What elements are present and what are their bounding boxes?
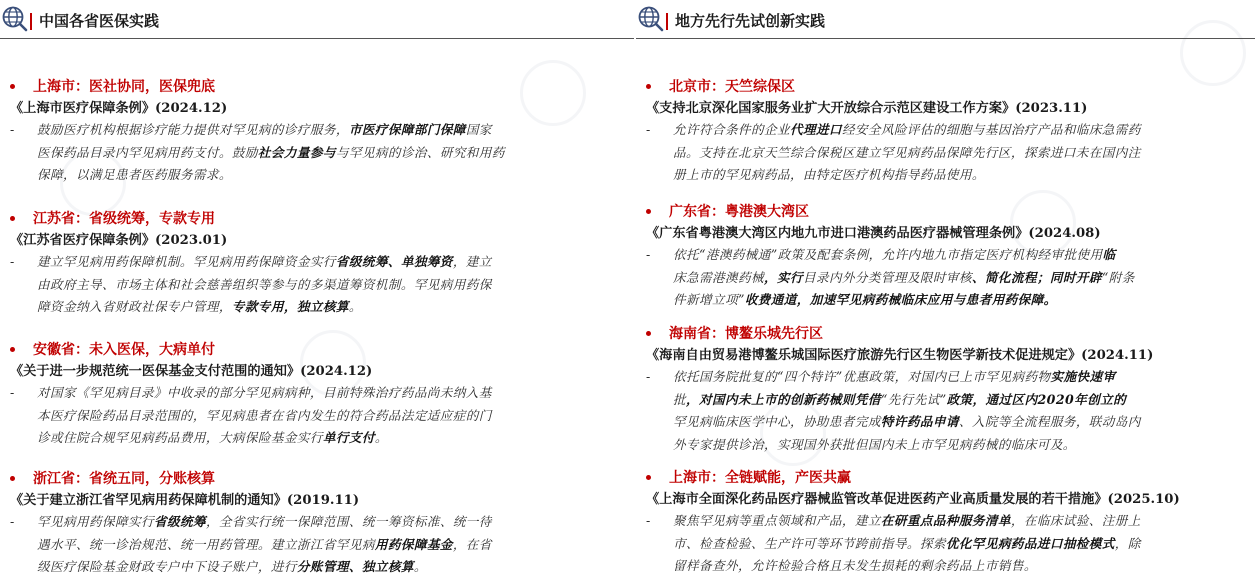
policy-document-title: 《上海市全面深化药品医疗器械监管改革促进医药产业高质量发展的若干措施》(2025.10) [646,492,1180,507]
description-line [673,164,1221,187]
policy-section [10,468,590,579]
description-line [37,274,590,297]
panel-header [636,4,1255,40]
description-line [673,289,1221,312]
region-title: 上海市：医社协同，医保兜底 [33,79,215,95]
emphasis-text: 优化罕见病药品进口抽检模式 [945,535,1115,551]
description-line [37,251,590,274]
body-text: 依托国务院批复的“四个特许”优惠政策，对国内已上市罕见病药物 [673,369,1051,384]
body-text: 。 [413,559,427,574]
section-heading [646,76,1221,98]
bullet-dot-icon [10,216,15,221]
body-text: ，全省实行统一保障范围、统一筹资标准、统一待 [205,514,492,529]
emphasis-text: 省级统筹 [153,514,206,529]
body-text: 。 [374,430,388,445]
body-text: 件新增立项” [673,292,745,307]
bullet-dot-icon [10,476,15,481]
policy-description [646,366,1221,456]
policy-document-title: 《广东省粤港澳大湾区内地九市进口港澳药品医疗器械管理条例》(2024.08) [646,226,1101,241]
description-line [673,366,1221,389]
policy-document-title: 《支持北京深化国家服务业扩大开放综合示范区建设工作方案》(2023.11) [646,101,1088,116]
emphasis-text: 政策，通过区内2020年创立的 [946,391,1127,407]
section-heading [10,339,590,361]
policy-document-title: 《关于建立浙江省罕见病用药保障机制的通知》(2019.11) [10,493,360,508]
body-text: 册上市的罕见病药品，由特定医疗机构指导药品使用。 [673,167,985,182]
section-heading [646,467,1221,489]
dash-marker: - [10,385,15,400]
body-text: ，在省 [452,536,492,552]
policy-description [10,511,590,579]
body-text: 遇水平、统一诊治规范、统一用药管理。建立浙江省罕见病 [37,536,375,552]
policy-description [10,382,590,450]
region-title: 安徽省：未入医保，大病单付 [33,342,215,358]
body-text: 罕见病用药保障实行 [37,514,154,529]
bullet-dot-icon [646,475,651,480]
description-line [673,267,1221,290]
emphasis-text: 在研重点品种服务清单 [880,513,1011,528]
policy-description [646,510,1221,578]
description-line [673,389,1221,412]
emphasis-text: ，对国内未上市的创新药械则凭借 [686,391,881,407]
body-text: 经安全风险评估的细胞与基因治疗产品和临床急需药 [841,122,1141,137]
description-line [37,534,590,557]
emphasis-text: 市医疗保障部门保障 [348,122,466,137]
policy-section [646,76,1221,187]
region-title: 江苏省：省级统筹，专款专用 [33,211,215,227]
right-panel [636,0,1255,586]
body-text: 聚焦罕见病等重点领域和产品，建立 [673,513,881,528]
body-text: 级医疗保险基金财政专户中下设子账户，进行 [37,559,297,574]
globe-icon [2,6,28,32]
section-heading [10,468,590,490]
policy-section [10,76,590,187]
body-text: 市、检查检验、生产许可等环节跨前指导。探索 [673,535,946,551]
body-text: 障资金纳入省财政社保专户管理， [37,299,232,314]
policy-section [646,467,1221,578]
emphasis-text: 代理进口 [789,122,842,137]
dash-marker: - [646,513,651,528]
body-text: 品。支持在北京天竺综合保税区建立罕见病药品保障先行区，探索进口未在国内注 [673,144,1141,160]
body-text: 目录内外分类管理及限时审核 [802,269,972,285]
emphasis-text: 实施快速审 [1050,369,1116,384]
body-text: 罕见病临床医学中心，协助患者完成 [673,414,881,429]
section-heading [646,201,1221,223]
body-text: 保障，以满足患者医药服务需求。 [37,167,232,182]
header-divider [636,38,1255,39]
description-line [37,382,590,405]
bullet-dot-icon [10,347,15,352]
emphasis-text: 社会力量参与 [257,144,336,160]
policy-section [10,339,590,450]
region-title: 北京市：天竺综保区 [669,79,795,95]
description-line [673,555,1221,578]
body-text: 依托“港澳药械通”政策及配套条例，允许内地九市指定医疗机构经审批使用 [673,247,1103,262]
body-text: “先行先试” [880,391,947,407]
policy-description [646,119,1221,187]
description-line [37,427,590,450]
emphasis-text: ，实行 [763,269,803,285]
description-line [37,556,590,579]
body-text: 由政府主导、市场主体和社会慈善组织等参与的多渠道筹资机制。罕见病用药保 [37,276,492,292]
emphasis-text: 单行支付 [322,430,375,445]
policy-description [10,251,590,319]
description-line [37,296,590,319]
description-line [673,533,1221,556]
panel-header [0,4,634,40]
body-text: 。 [348,299,362,314]
body-text: 与罕见病的诊治、研究和用药 [335,144,505,160]
body-text: 对国家《罕见病目录》中收录的部分罕见病病种，目前特殊治疗药品尚未纳入基 [37,385,492,400]
dash-marker: - [646,247,651,262]
dash-marker: - [10,122,15,137]
emphasis-text: 、简化流程；同时开辟 [971,269,1102,285]
title-accent-bar [30,13,32,30]
body-text: 外专家提供诊治，实现国外获批但国内未上市罕见病药械的临床可及。 [673,436,1076,452]
description-line [37,511,590,534]
policy-document-title: 《江苏省医疗保障条例》(2023.01) [10,233,228,248]
policy-section [646,323,1221,456]
panel-title: 中国各省医保实践 [39,12,160,30]
emphasis-text: 分账管理、独立核算 [296,559,414,574]
panel-title: 地方先行先试创新实践 [675,12,826,30]
description-line [37,164,590,187]
policy-document-title: 《上海市医疗保障条例》(2024.12) [10,101,228,116]
region-title: 浙江省：省统五同，分账核算 [33,471,215,487]
policy-section [10,208,590,319]
description-line [673,142,1221,165]
body-text: 鼓励医疗机构根据诊疗能力提供对罕见病的诊疗服务， [37,122,349,137]
region-title: 上海市：全链赋能，产医共赢 [669,470,851,486]
body-text: 批 [673,391,686,407]
body-text: 、入院等全流程服务，联动岛内 [958,414,1141,429]
dash-marker: - [646,369,651,384]
body-text: 留样备查外，允许检验合格且未发生损耗的剩余药品上市销售。 [673,558,1037,573]
description-line [673,244,1221,267]
region-title: 广东省：粤港澳大湾区 [669,204,809,220]
bullet-dot-icon [646,84,651,89]
policy-description [646,244,1221,312]
header-divider [0,38,634,39]
body-text: 本医疗保险药品目录范围的，罕见病患者在省内发生的符合药品法定适应症的门 [37,407,492,423]
body-text: ，除 [1114,535,1141,551]
description-line [673,411,1221,434]
policy-section [646,201,1221,312]
body-text: ，建立 [452,254,492,269]
bullet-dot-icon [646,331,651,336]
emphasis-text: 用药保障基金 [374,536,453,552]
body-text: 诊或住院合规罕见病药品费用，大病保险基金实行 [37,430,323,445]
emphasis-text: 专款专用，独立核算 [231,299,349,314]
dash-marker: - [10,254,15,269]
description-line [673,119,1221,142]
body-text: 床急需港澳药械 [673,269,764,285]
description-line [673,434,1221,457]
policy-description [10,119,590,187]
body-text: ，在临床试验、注册上 [1010,513,1141,528]
globe-icon [638,6,664,32]
section-heading [10,208,590,230]
policy-document-title: 《关于进一步规范统一医保基金支付范围的通知》(2024.12) [10,364,373,379]
description-line [673,510,1221,533]
body-text: 国家 [465,122,492,137]
body-text: 医保药品目录内罕见病用药支付。鼓励 [37,144,258,160]
emphasis-text: 临 [1102,247,1116,262]
emphasis-text: 收费通道，加速罕见病药械临床应用与患者用药保障。 [744,292,1057,307]
dash-marker: - [10,514,15,529]
body-text: 允许符合条件的企业 [673,122,790,137]
dash-marker: - [646,122,651,137]
title-accent-bar [666,13,668,30]
bullet-dot-icon [10,84,15,89]
region-title: 海南省：博鳌乐城先行区 [669,326,823,342]
section-heading [646,323,1221,345]
body-text: “附条 [1101,269,1135,285]
emphasis-text: 省级统筹、单独筹资 [335,254,453,269]
description-line [37,405,590,428]
bullet-dot-icon [646,209,651,214]
emphasis-text: 特许药品申请 [880,414,959,429]
body-text: 建立罕见病用药保障机制。罕见病用药保障资金实行 [37,254,336,269]
description-line [37,119,590,142]
policy-document-title: 《海南自由贸易港博鳌乐城国际医疗旅游先行区生物医学新技术促进规定》(2024.11) [646,348,1154,363]
section-heading [10,76,590,98]
description-line [37,142,590,165]
